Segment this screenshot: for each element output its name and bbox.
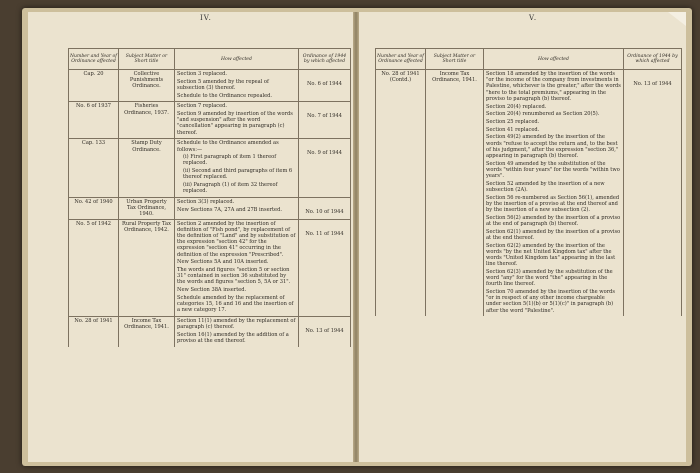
amendment-line: (i) First paragraph of item 1 thereof replaced. (183, 154, 277, 167)
column-header: Subject Matter or Short title (119, 49, 175, 70)
amendment-line: Section 52 amended by the insertion of a new subsection (2A). (486, 180, 605, 193)
subject-title: Income Tax Ordinance, 1941. (124, 317, 169, 331)
table-row (69, 197, 351, 219)
how-affected-cell (175, 316, 299, 346)
table-row (69, 70, 351, 102)
left-page (28, 12, 354, 462)
table-row (69, 219, 351, 316)
ordinance-number: Cap. 133 (81, 140, 106, 147)
ordinance-number: No. 5 of 1942 (75, 220, 112, 227)
subject-cell (119, 139, 175, 198)
page-number: V. (529, 14, 538, 22)
amendment-line: New Sections 5A and 10A inserted. (177, 259, 269, 266)
table-row (69, 102, 351, 139)
amendment-line: Section 20(4) replaced. (486, 103, 547, 110)
amending-ordinance: No. 13 of 1944 (633, 81, 672, 87)
amendment-line: Section 56(2) amended by the insertion of a proviso at the end of paragraph (b) thereof. (486, 214, 621, 227)
amendment-line: Section 7 replaced. (177, 103, 227, 110)
amendment-line: The words and figures "section 5 or section 31" contained in section 36 substituted by the words and figures "section 5, 5A or 31". (177, 266, 291, 286)
subject-title: Collective Punishments Ordinance. (129, 71, 164, 90)
ordinance-number: No. 42 of 1940 (74, 198, 113, 205)
amendment-line: Section 25 replaced. (486, 118, 540, 125)
ordinance-number-cell (69, 102, 119, 139)
column-header: Subject Matter or Short title (426, 49, 484, 70)
amendment-line: Section 70 amended by the insertion of the words "or in respect of any other income chargeable under section 5(1)(b) or 5(1)(c)" in paragraph (b) after the word "Palestine". (486, 289, 616, 314)
table-row (69, 139, 351, 198)
ordinance-number: Cap. 20 (83, 71, 104, 77)
book (22, 8, 692, 466)
ordinance-number-cell (376, 70, 426, 317)
subject-cell (119, 219, 175, 316)
subject-cell (119, 70, 175, 102)
subject-title: Rural Property Tax Ordinance, 1942. (122, 220, 171, 233)
how-affected-cell (484, 70, 624, 317)
amendment-line: Schedule amended by the replacement of categories 15, 16 and 16 and the insertion of a new category 17. (177, 294, 294, 314)
amending-ordinance: No. 9 of 1944 (306, 150, 343, 157)
how-affected-cell (175, 102, 299, 139)
amendment-line: Section 2 amended by the insertion of definition of "Fish pond", by replacement of the definition of "Land" and by substitution of the expression "section 42" for the expression "section 41" occurring in the definition of the expression "Prescribed". (177, 220, 296, 258)
amending-ordinance-cell (299, 316, 351, 346)
amendment-line: Section 62(3) amended by the substitution of the word "any" for the word "the" appearing in the fourth line thereof. (486, 268, 613, 288)
ordinance-number-cell (69, 219, 119, 316)
subject-title: Fisheries Ordinance, 1937. (124, 103, 169, 116)
subject-cell (119, 316, 175, 346)
column-header: How affected (484, 49, 624, 70)
subject-title: Income Tax Ordinance, 1941. (432, 71, 477, 84)
how-affected-cell (175, 197, 299, 219)
amending-ordinance-cell (299, 139, 351, 198)
amending-ordinance: No. 10 of 1944 (305, 208, 344, 215)
amendment-line: Section 49 amended by the substitution of the words "within four years" for the words "within two years". (486, 160, 620, 180)
amending-ordinance-cell (299, 102, 351, 139)
amendments-table (375, 48, 682, 316)
ordinance-number: No. 28 of 1941 (381, 71, 420, 77)
column-header: Ordinance of 1944 by which affected (299, 49, 351, 70)
how-affected-cell (175, 139, 299, 198)
ordinance-number-cell (69, 139, 119, 198)
amendments-table (68, 48, 351, 347)
column-header: Number and Year of Ordinance affected (69, 49, 119, 70)
amendment-line: Section 56 re-numbered as Section 56(1), amended by the insertion of a proviso at the end thereof and by the insertion of a new subsection (2). (486, 194, 620, 214)
amending-ordinance: No. 13 of 1944 (305, 327, 344, 334)
column-header: Ordinance of 1944 by which affected (624, 49, 682, 70)
ordinance-number-cell (69, 316, 119, 346)
amendment-line: New Sections 7A, 27A and 27B inserted. (177, 206, 282, 213)
amending-ordinance: No. 7 of 1944 (306, 113, 343, 120)
subject-cell (426, 70, 484, 317)
amending-ordinance: No. 6 of 1944 (306, 81, 343, 87)
table-row (376, 70, 682, 317)
column-header: How affected (175, 49, 299, 70)
amendment-line: Section 20(4) renumbered as Section 20(5). (486, 111, 600, 118)
amendment-line: Section 3(3) replaced. (177, 198, 235, 205)
amendment-line: Section 62(1) amended by the insertion of a proviso at the end thereof. (486, 228, 621, 241)
ordinance-number-cell (69, 197, 119, 219)
amendment-line: Schedule to the Ordinance repealed. (177, 92, 273, 99)
amending-ordinance-cell (299, 197, 351, 219)
ordinance-number: No. 28 of 1941 (74, 317, 113, 324)
column-header: Number and Year of Ordinance affected (376, 49, 426, 70)
subject-title: Stamp Duty Ordinance. (131, 140, 162, 153)
right-page (359, 12, 686, 462)
amending-ordinance-cell (624, 70, 682, 317)
subject-cell (119, 102, 175, 139)
amendment-line: Section 41 replaced. (486, 126, 540, 133)
amendment-line: Section 16(1) amended by the addition of a proviso at the end thereof. (177, 331, 289, 345)
amendment-line: New Section 38A inserted. (177, 287, 247, 294)
amendment-line: Section 11(1) amended by the replacement of paragraph (c) thereof. (177, 317, 296, 331)
how-affected-cell (175, 219, 299, 316)
amendment-line: Section 49(2) amended by the insertion of the words "refuse to accept the return and, to the best of his judgment," after the expression "section 36," appearing in paragraph (b) thereof. (486, 134, 619, 159)
how-affected-cell (175, 70, 299, 102)
ordinance-number-cell (69, 70, 119, 102)
amendment-line: Section 5 amended by the repeal of subsection (3) thereof. (177, 78, 269, 91)
ordinance-number: No. 6 of 1937 (75, 103, 112, 110)
amending-ordinance-cell (299, 219, 351, 316)
folded-corner (668, 12, 686, 26)
amendment-line: (iii) Paragraph (1) of item 32 thereof replaced. (183, 182, 278, 195)
amending-ordinance-cell (299, 70, 351, 102)
continued-note: (Contd.) (389, 77, 412, 84)
amendment-line: Section 3 replaced. (177, 71, 227, 77)
amendment-line: Section 18 amended by the insertion of the words "or the income of the company from investments in Palestine, whichever is the greater," after the words "here to the total premiums," appearing in the proviso to paragraph (b) thereof. (486, 71, 621, 102)
amendment-line: (ii) Second and third paragraphs of item 6 thereof replaced. (183, 168, 293, 181)
amendment-line: Section 62(2) amended by the insertion of the words "by the net United Kingdom tax" after the words "United Kingdom tax" appearing in the last line thereof. (486, 242, 616, 268)
amendment-line: Schedule to the Ordinance amended as follows:— (177, 140, 279, 153)
amending-ordinance: No. 11 of 1944 (305, 230, 344, 237)
amendment-line: Section 9 amended by insertion of the words "and suspension" after the word "cancellation" appearing in paragraph (c) thereof. (177, 111, 293, 136)
table-row (69, 316, 351, 346)
page-number: IV. (200, 14, 212, 22)
subject-title: Urban Property Tax Ordinance, 1940. (126, 198, 167, 218)
subject-cell (119, 197, 175, 219)
